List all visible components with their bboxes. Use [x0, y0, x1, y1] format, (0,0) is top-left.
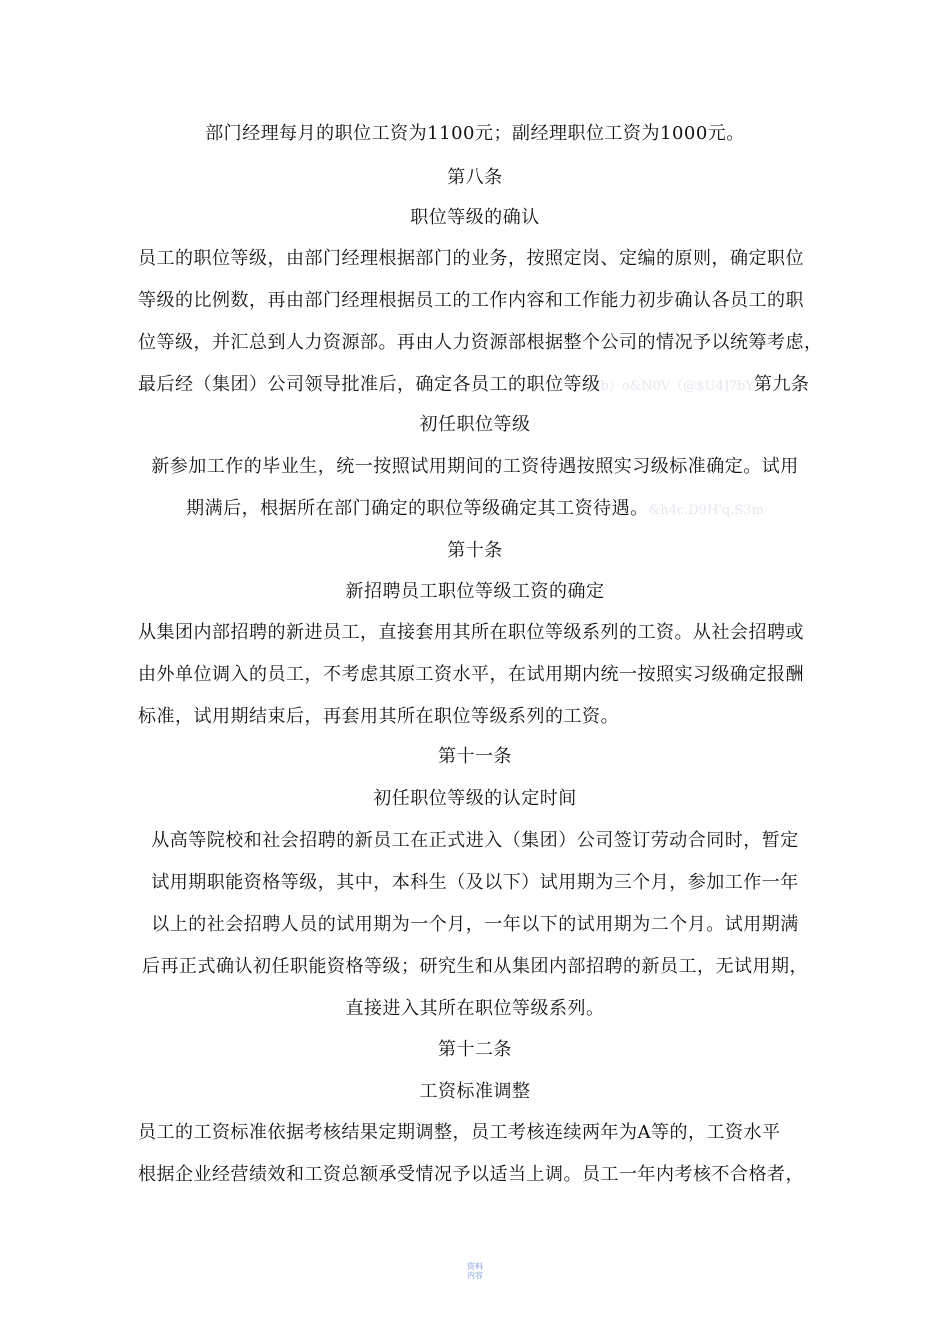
- article-11-title: 初任职位等级的认定时间: [373, 788, 577, 809]
- text-line: 由外单位调入的员工，不考虑其原工资水平，在试用期内统一按照实习级确定报酬: [138, 664, 804, 685]
- text-line: 等级的比例数，再由部门经理根据员工的工作内容和工作能力初步确认各员工的职: [138, 290, 804, 311]
- text-line: 直接进入其所在职位等级系列。: [345, 998, 605, 1019]
- footer-line: 内容: [467, 1271, 483, 1280]
- ghost-text: &h4c.D9H'q.S3m: [648, 503, 764, 518]
- article-10-title: 新招聘员工职位等级工资的确定: [345, 581, 605, 602]
- article-9-title: 初任职位等级: [419, 414, 531, 435]
- text-line: 根据企业经营绩效和工资总额承受情况予以适当上调。员工一年内考核不合格者，: [138, 1164, 804, 1185]
- page-footer: [0, 1262, 950, 1280]
- text-line: 员工的工资标准依据考核结果定期调整，员工考核连续两年为A等的，工资水平: [138, 1122, 781, 1143]
- text-line: 以上的社会招聘人员的试用期为一个月，一年以下的试用期为二个月。试用期满: [151, 914, 799, 935]
- article-10-heading: 第十条: [447, 540, 503, 561]
- text-line-with-article-9: [138, 373, 810, 399]
- ghost-text: b）o&N0V（@$U4]7bY: [600, 379, 754, 394]
- article-8-heading: 第八条: [447, 167, 503, 188]
- article-9-heading: 第九条: [754, 374, 810, 395]
- text-line: 试用期职能资格等级，其中，本科生（及以下）试用期为三个月，参加工作一年: [151, 872, 799, 893]
- article-12-title: 工资标准调整: [419, 1081, 531, 1102]
- article-8-title: 职位等级的确认: [410, 207, 540, 228]
- text-line: 从高等院校和社会招聘的新员工在正式进入（集团）公司签订劳动合同时，暂定: [151, 830, 799, 851]
- text-line: [0, 497, 950, 523]
- article-12-heading: 第十二条: [438, 1039, 512, 1060]
- article-11-heading: 第十一条: [438, 746, 512, 767]
- text-line: 标准，试用期结束后，再套用其所在职位等级系列的工资。: [138, 706, 619, 727]
- text-line: 部门经理每月的职位工资为1100元；副经理职位工资为1000元。: [205, 123, 745, 144]
- text-line: 后再正式确认初任职能资格等级；研究生和从集团内部招聘的新员工，无试用期，: [142, 956, 808, 977]
- text-line: 位等级，并汇总到人力资源部。再由人力资源部根据整个公司的情况予以统筹考虑，: [138, 332, 823, 353]
- text-segment: 期满后，根据所在部门确定的职位等级确定其工资待遇。: [186, 498, 649, 519]
- text-line: 从集团内部招聘的新进员工，直接套用其所在职位等级系列的工资。从社会招聘或: [138, 622, 804, 643]
- text-line: 新参加工作的毕业生，统一按照试用期间的工资待遇按照实习级标准确定。试用: [151, 456, 799, 477]
- text-segment: 最后经（集团）公司领导批准后，确定各员工的职位等级: [138, 374, 601, 395]
- text-line: 员工的职位等级，由部门经理根据部门的业务，按照定岗、定编的原则，确定职位: [138, 248, 804, 269]
- footer-line: 资料: [467, 1262, 483, 1271]
